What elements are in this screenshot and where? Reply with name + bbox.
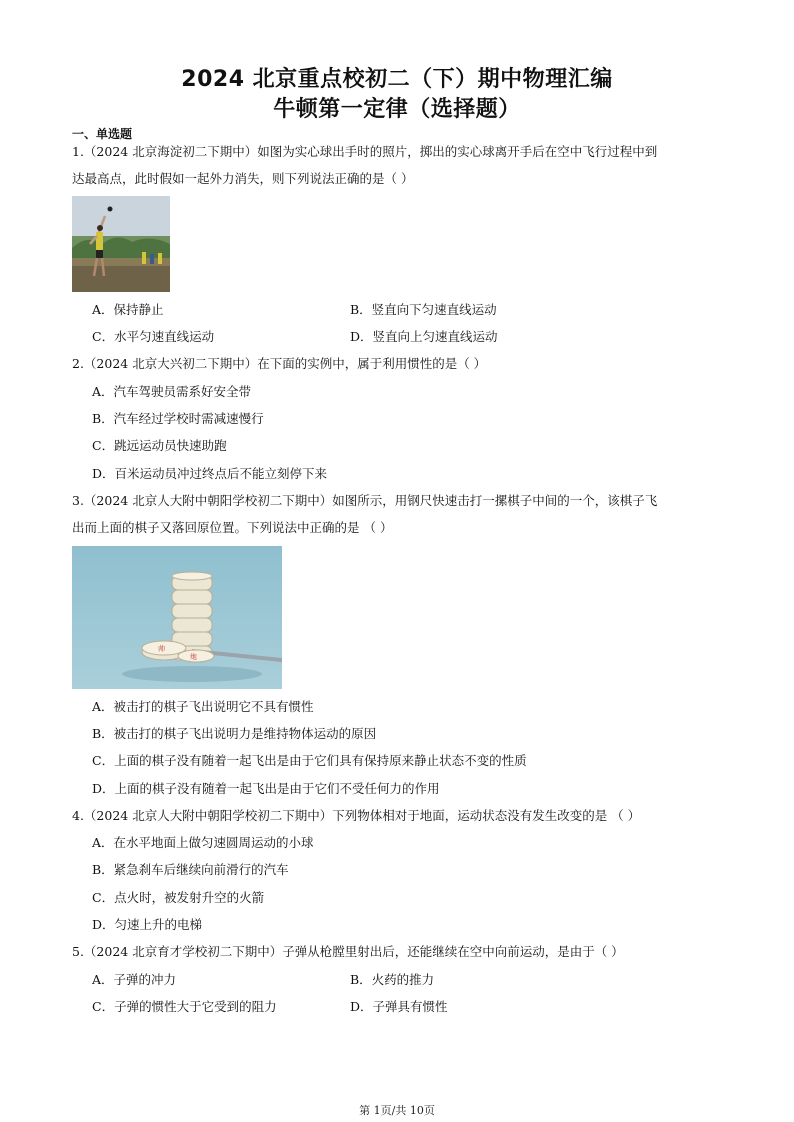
question-4-option-c: C．点火时，被发射升空的火箭 <box>92 890 265 905</box>
question-1-option-c: C．水平匀速直线运动 <box>92 329 215 344</box>
question-3-option-a: A．被击打的棋子飞出说明它不具有惯性 <box>92 699 314 714</box>
question-4-option-a: A．在水平地面上做匀速圆周运动的小球 <box>92 835 314 850</box>
question-4-stem: 4.（2024 北京人大附中朝阳学校初二下期中）下列物体相对于地面，运动状态没有发生改变的是 （ ） <box>72 808 641 823</box>
svg-text:炮: 炮 <box>190 653 197 661</box>
question-3-option-c: C．上面的棋子没有随着一起飞出是由于它们具有保持原来静止状态不变的性质 <box>92 753 527 768</box>
document-subtitle: 牛顿第一定律（选择题） <box>273 97 521 122</box>
question-5-option-a: A．子弹的冲力 <box>92 972 177 987</box>
question-3-stem-line2: 出而上面的棋子又落回原位置。下列说法中正确的是 （ ） <box>72 520 393 535</box>
question-2-stem: 2.（2024 北京大兴初二下期中）在下面的实例中，属于利用惯性的是（ ） <box>72 356 487 371</box>
question-1-stem-line2: 达最高点，此时假如一起外力消失，则下列说法正确的是（ ） <box>72 171 414 186</box>
question-1-option-a: A．保持静止 <box>92 302 164 317</box>
svg-text:帅: 帅 <box>158 645 165 653</box>
question-2-option-b: B．汽车经过学校时需减速慢行 <box>92 411 264 426</box>
chess-pieces-photo <box>72 546 282 689</box>
question-1-stem-line1: 1.（2024 北京海淀初二下期中）如图为实心球出手时的照片，掷出的实心球离开手后在空中飞行过程中到 <box>72 144 658 159</box>
question-3-option-d: D．上面的棋子没有随着一起飞出是由于它们不受任何力的作用 <box>92 781 440 796</box>
question-4-option-d: D．匀速上升的电梯 <box>92 917 203 932</box>
question-1-option-d: D．竖直向上匀速直线运动 <box>350 329 498 344</box>
shot-put-photo <box>72 196 170 292</box>
page-number: 第 1页/共 10页 <box>359 1104 435 1117</box>
question-3-option-b: B．被击打的棋子飞出说明力是维持物体运动的原因 <box>92 726 377 741</box>
question-2-option-a: A．汽车驾驶员需系好安全带 <box>92 384 252 399</box>
document-title: 2024 北京重点校初二（下）期中物理汇编 <box>181 67 613 92</box>
question-5-option-b: B．火药的推力 <box>350 972 435 987</box>
question-1-option-b: B．竖直向下匀速直线运动 <box>350 302 497 317</box>
question-5-option-c: C．子弹的惯性大于它受到的阻力 <box>92 999 277 1014</box>
question-5-stem: 5.（2024 北京育才学校初二下期中）子弹从枪膛里射出后，还能继续在空中向前运动，是由于（ ） <box>72 944 624 959</box>
question-3-stem-line1: 3.（2024 北京人大附中朝阳学校初二下期中）如图所示，用钢尺快速击打一摞棋子中间的一个，该棋子飞 <box>72 493 658 508</box>
question-5-option-d: D．子弹具有惯性 <box>350 999 448 1014</box>
section-heading: 一、单选题 <box>72 127 133 141</box>
question-2-option-d: D．百米运动员冲过终点后不能立刻停下来 <box>92 466 328 481</box>
question-4-option-b: B．紧急刹车后继续向前滑行的汽车 <box>92 862 289 877</box>
question-2-option-c: C．跳远运动员快速助跑 <box>92 438 227 453</box>
